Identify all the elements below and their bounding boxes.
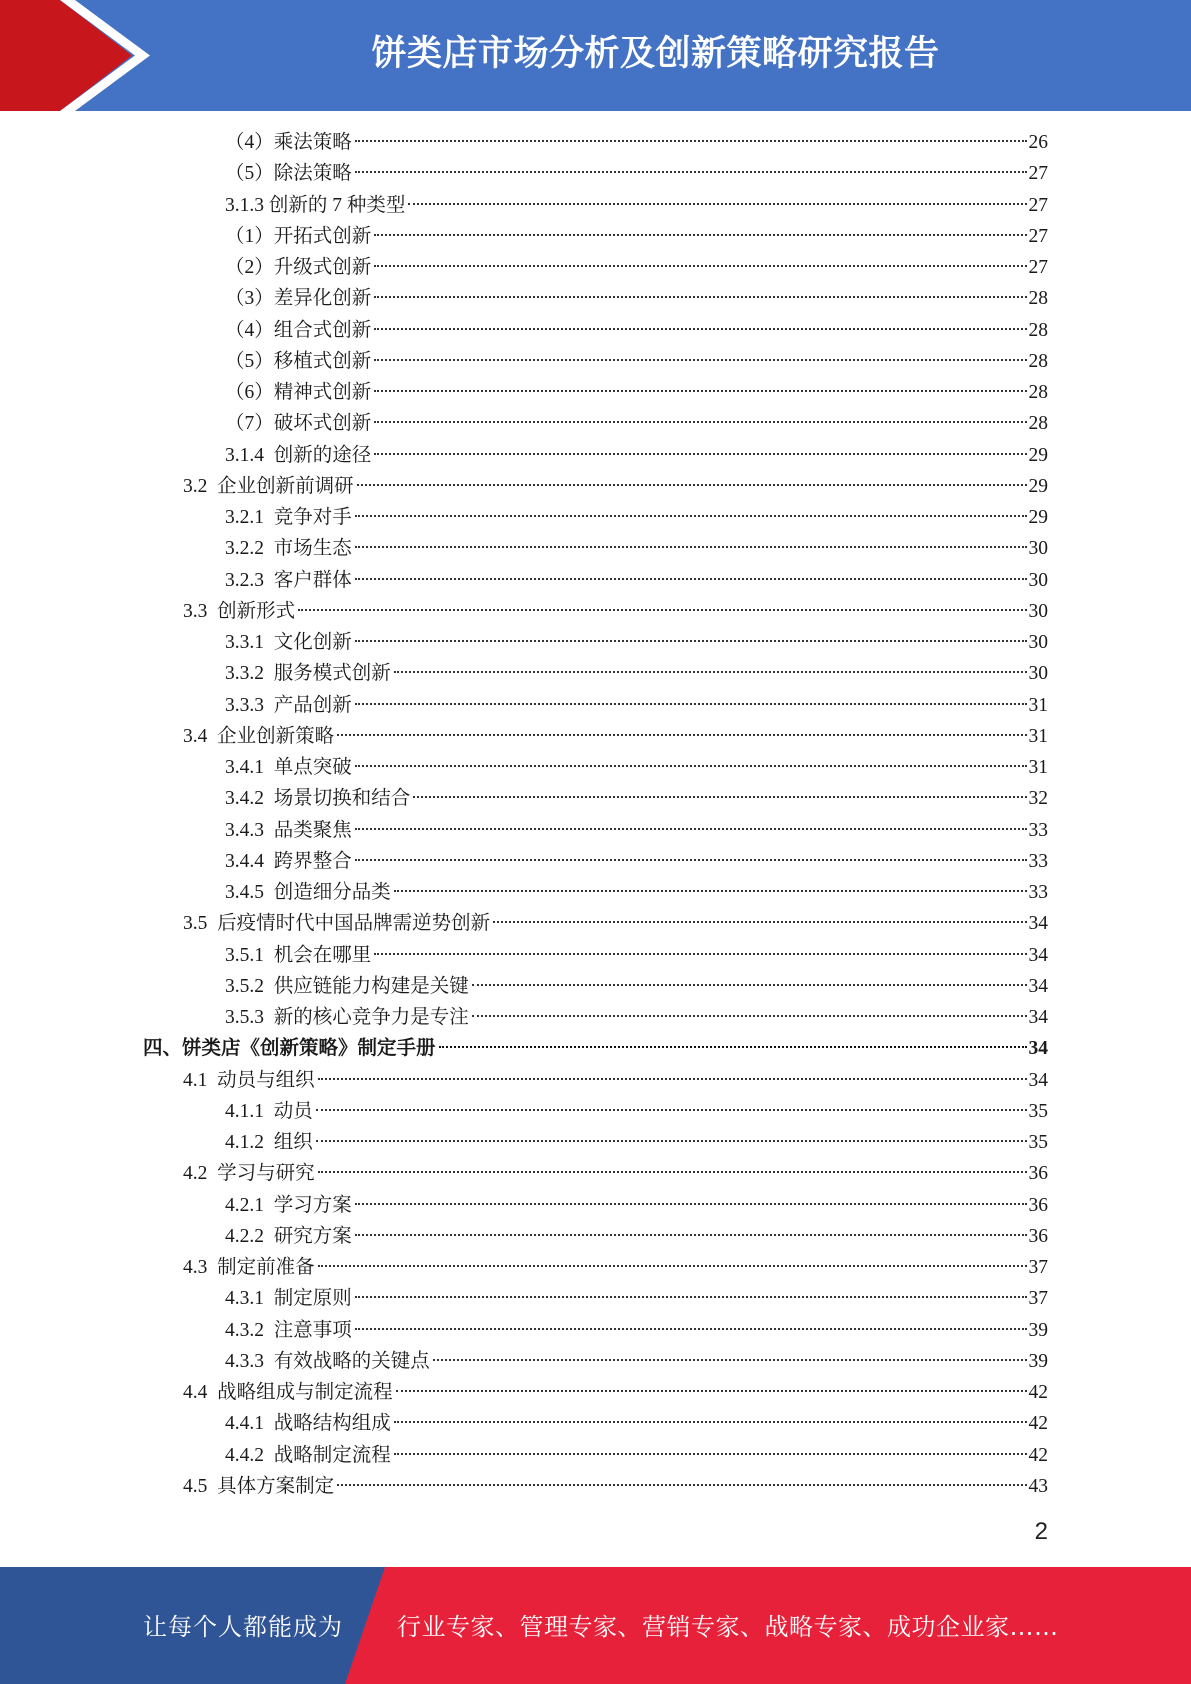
toc-entry-label: 3.1.4 创新的途径 <box>225 444 372 466</box>
toc-dot-leader <box>355 578 1027 580</box>
toc-entry[interactable] <box>225 408 1048 439</box>
toc-dot-leader <box>316 1140 1027 1142</box>
toc-dot-leader <box>396 1390 1027 1392</box>
toc-entry-label: 4.2.1 学习方案 <box>225 1194 352 1216</box>
toc-entry-page: 27 <box>1028 163 1048 185</box>
toc-dot-leader <box>318 1265 1027 1267</box>
toc-entry[interactable] <box>225 440 1048 471</box>
toc-entry[interactable] <box>183 1158 1048 1189</box>
toc-entry-page: 39 <box>1028 1350 1048 1372</box>
toc-entry-label: 3.4.3 品类聚焦 <box>225 819 352 841</box>
toc-dot-leader <box>394 890 1027 892</box>
header-banner <box>0 0 1191 111</box>
toc-entry[interactable] <box>183 1065 1048 1096</box>
toc-dot-leader <box>355 1203 1027 1205</box>
toc-entry-label: 3.5.1 机会在哪里 <box>225 944 372 966</box>
toc-entry-label: （5）除法策略 <box>225 163 352 185</box>
toc-entry[interactable] <box>225 377 1048 408</box>
toc-entry-label: 4.1.2 组织 <box>225 1132 313 1153</box>
toc-entry[interactable] <box>225 1221 1048 1252</box>
toc-entry-page: 31 <box>1028 757 1048 778</box>
toc-entry-page: 36 <box>1028 1225 1048 1247</box>
toc-entry[interactable] <box>225 221 1048 252</box>
toc-entry[interactable] <box>225 502 1048 533</box>
toc-entry-label: 3.4 企业创新策略 <box>183 725 335 747</box>
toc-entry[interactable] <box>225 815 1048 846</box>
toc-dot-leader <box>374 421 1026 423</box>
toc-entry-page: 27 <box>1028 194 1048 216</box>
toc-dot-leader <box>374 390 1026 392</box>
toc-entry[interactable] <box>225 346 1048 377</box>
toc-entry-label: 4.4 战略组成与制定流程 <box>183 1382 393 1403</box>
toc-entry[interactable] <box>183 1377 1048 1408</box>
toc-entry-label: 3.5.2 供应链能力构建是关键 <box>225 975 469 997</box>
toc-entry-label: 四、饼类店《创新策略》制定手册 <box>143 1038 436 1060</box>
toc-dot-leader <box>408 203 1026 205</box>
toc-dot-leader <box>394 671 1027 673</box>
toc-entry-label: 3.4.5 创造细分品类 <box>225 882 391 903</box>
toc-entry[interactable] <box>225 627 1048 658</box>
toc-entry-page: 36 <box>1028 1194 1048 1216</box>
toc-entry-page: 27 <box>1028 225 1048 247</box>
toc-entry-label: 3.2 企业创新前调研 <box>183 475 354 497</box>
toc-entry-page: 34 <box>1028 1038 1048 1060</box>
toc-dot-leader <box>355 828 1027 830</box>
toc-entry-page: 33 <box>1028 882 1048 903</box>
toc-entry[interactable] <box>143 1033 1048 1064</box>
toc-entry-label: （2）升级式创新 <box>225 257 372 278</box>
toc-dot-leader <box>394 1421 1027 1423</box>
toc-entry-page: 42 <box>1028 1413 1048 1435</box>
toc-entry[interactable] <box>225 190 1048 221</box>
toc-entry-page: 30 <box>1028 569 1048 591</box>
toc-entry-page: 26 <box>1028 132 1048 153</box>
toc-dot-leader <box>374 359 1026 361</box>
toc-entry-page: 42 <box>1028 1444 1048 1466</box>
toc-dot-leader <box>355 171 1027 173</box>
toc-entry-page: 30 <box>1028 600 1048 622</box>
page-number: 2 <box>1034 1518 1048 1545</box>
toc-dot-leader <box>439 1046 1027 1048</box>
toc-dot-leader <box>355 1328 1027 1330</box>
toc-entry[interactable] <box>225 565 1048 596</box>
footer-roles: 行业专家、管理专家、营销专家、战略专家、成功企业家…… <box>397 1613 1059 1641</box>
toc-entry[interactable] <box>225 1190 1048 1221</box>
toc-dot-leader <box>374 234 1026 236</box>
toc-entry-page: 34 <box>1028 1069 1048 1091</box>
toc-entry-page: 34 <box>1028 944 1048 966</box>
toc-entry-page: 28 <box>1028 382 1048 403</box>
toc-entry-page: 39 <box>1028 1319 1048 1341</box>
toc-dot-leader <box>374 328 1026 330</box>
toc-entry[interactable] <box>225 846 1048 877</box>
toc-entry-label: 4.3.1 制定原则 <box>225 1288 352 1310</box>
toc-entry-label: 3.5.3 新的核心竞争力是专注 <box>225 1007 469 1028</box>
toc-entry-label: （1）开拓式创新 <box>225 225 372 247</box>
toc-dot-leader <box>374 296 1026 298</box>
toc-dot-leader <box>355 546 1027 548</box>
toc-entry-label: 4.2 学习与研究 <box>183 1163 315 1185</box>
toc-entry[interactable] <box>225 252 1048 283</box>
toc-dot-leader <box>298 609 1026 611</box>
toc-entry[interactable] <box>225 1096 1048 1127</box>
toc-entry-page: 29 <box>1028 507 1048 528</box>
toc-entry[interactable] <box>225 127 1048 158</box>
toc-dot-leader <box>355 1234 1027 1236</box>
toc-dot-leader <box>318 1078 1027 1080</box>
toc-entry-page: 33 <box>1028 850 1048 872</box>
toc-entry-page: 28 <box>1028 413 1048 435</box>
toc-entry[interactable] <box>225 283 1048 314</box>
toc-entry[interactable] <box>225 533 1048 564</box>
toc-entry-page: 35 <box>1028 1100 1048 1122</box>
toc-entry-page: 32 <box>1028 788 1048 810</box>
toc-entry-page: 29 <box>1028 444 1048 466</box>
toc-entry-label: （6）精神式创新 <box>225 382 372 403</box>
toc-entry[interactable] <box>183 596 1048 627</box>
toc-entry[interactable] <box>225 1346 1048 1377</box>
toc-entry[interactable] <box>225 877 1048 908</box>
toc-entry-label: 3.3.2 服务模式创新 <box>225 663 391 685</box>
toc-entry-label: （5）移植式创新 <box>225 350 372 372</box>
toc-entry-page: 30 <box>1028 663 1048 685</box>
toc-entry[interactable] <box>183 471 1048 502</box>
toc-entry-label: 4.3 制定前准备 <box>183 1257 315 1278</box>
toc-dot-leader <box>337 734 1026 736</box>
toc-entry-label: 4.3.2 注意事项 <box>225 1319 352 1341</box>
toc-entry[interactable] <box>225 1408 1048 1439</box>
toc-entry-label: 3.3.1 文化创新 <box>225 632 352 653</box>
toc-entry[interactable] <box>225 1315 1048 1346</box>
toc-entry-page: 37 <box>1028 1288 1048 1310</box>
toc-entry[interactable] <box>225 1002 1048 1033</box>
toc-dot-leader <box>355 1296 1027 1298</box>
toc-entry-page: 31 <box>1028 694 1048 716</box>
toc-entry-page: 30 <box>1028 538 1048 560</box>
toc-entry-label: 3.4.1 单点突破 <box>225 757 352 778</box>
toc-dot-leader <box>472 1015 1027 1017</box>
toc-entry-page: 30 <box>1028 632 1048 653</box>
toc-entry-label: （4）组合式创新 <box>225 319 372 341</box>
toc-dot-leader <box>374 953 1026 955</box>
toc-entry-label: 3.4.2 场景切换和结合 <box>225 788 411 810</box>
toc-entry-label: 3.3.3 产品创新 <box>225 694 352 716</box>
toc-dot-leader <box>357 484 1027 486</box>
toc-entry[interactable] <box>225 158 1048 189</box>
footer-banner <box>0 1567 1191 1684</box>
toc-entry-page: 31 <box>1028 725 1048 747</box>
toc-dot-leader <box>472 984 1027 986</box>
toc-entry-label: 4.1.1 动员 <box>225 1100 313 1122</box>
toc-entry-page: 28 <box>1028 288 1048 310</box>
toc-entry-page: 27 <box>1028 257 1048 278</box>
toc-entry[interactable] <box>225 940 1048 971</box>
toc-entry-page: 42 <box>1028 1382 1048 1403</box>
toc-entry-label: （3）差异化创新 <box>225 288 372 310</box>
toc-entry[interactable] <box>183 1471 1048 1502</box>
toc-entry-label: 4.4.1 战略结构组成 <box>225 1413 391 1435</box>
toc-entry-page: 36 <box>1028 1163 1048 1185</box>
toc-entry-page: 43 <box>1028 1475 1048 1497</box>
toc-entry-label: 3.2.2 市场生态 <box>225 538 352 560</box>
toc-entry-page: 28 <box>1028 350 1048 372</box>
toc-entry-label: （7）破坏式创新 <box>225 413 372 435</box>
toc-entry[interactable] <box>225 315 1048 346</box>
toc-entry-page: 34 <box>1028 1007 1048 1028</box>
toc-entry-label: 3.3 创新形式 <box>183 600 296 622</box>
toc-entry[interactable] <box>225 690 1048 721</box>
toc-entry-label: 3.5 后疫情时代中国品牌需逆势创新 <box>183 913 491 935</box>
toc-entry-page: 28 <box>1028 319 1048 341</box>
toc-entry-page: 37 <box>1028 1257 1048 1278</box>
toc-entry-label: 3.1.3 创新的 7 种类型 <box>225 194 406 216</box>
toc-dot-leader <box>433 1359 1027 1361</box>
toc-entry[interactable] <box>225 971 1048 1002</box>
toc-entry[interactable] <box>225 658 1048 689</box>
toc-dot-leader <box>493 921 1026 923</box>
toc-dot-leader <box>374 453 1026 455</box>
toc-entry-label: 4.5 具体方案制定 <box>183 1475 335 1497</box>
toc-entry-page: 34 <box>1028 913 1048 935</box>
toc-entry-page: 34 <box>1028 975 1048 997</box>
toc-entry-label: 3.2.1 竞争对手 <box>225 507 352 528</box>
toc-dot-leader <box>318 1171 1027 1173</box>
toc-dot-leader <box>316 1109 1027 1111</box>
toc-entry-label: 4.3.3 有效战略的关键点 <box>225 1350 430 1372</box>
toc-dot-leader <box>355 859 1027 861</box>
toc-entry[interactable] <box>225 1283 1048 1314</box>
toc-entry-label: 4.2.2 研究方案 <box>225 1225 352 1247</box>
toc-entry[interactable] <box>225 1127 1048 1158</box>
toc-entry-label: 3.2.3 客户群体 <box>225 569 352 591</box>
toc-dot-leader <box>413 796 1026 798</box>
toc-entry[interactable] <box>225 783 1048 814</box>
toc-dot-leader <box>337 1484 1026 1486</box>
toc-entry-page: 33 <box>1028 819 1048 841</box>
toc-entry[interactable] <box>225 752 1048 783</box>
toc-entry[interactable] <box>183 721 1048 752</box>
toc-entry-label: （4）乘法策略 <box>225 132 352 153</box>
toc-entry-page: 29 <box>1028 475 1048 497</box>
toc-entry-label: 4.1 动员与组织 <box>183 1069 315 1091</box>
toc-dot-leader <box>394 1453 1027 1455</box>
toc-dot-leader <box>355 515 1027 517</box>
toc-dot-leader <box>355 640 1027 642</box>
toc-entry[interactable] <box>225 1440 1048 1471</box>
header-arrow-decoration <box>0 0 150 111</box>
toc-entry-label: 4.4.2 战略制定流程 <box>225 1444 391 1466</box>
toc-entry-page: 35 <box>1028 1132 1048 1153</box>
footer-slogan: 让每个人都能成为 <box>143 1613 343 1641</box>
toc-dot-leader <box>355 765 1027 767</box>
document-title: 饼类店市场分析及创新策略研究报告 <box>371 34 940 74</box>
toc-dot-leader <box>374 265 1026 267</box>
toc-entry[interactable] <box>183 1252 1048 1283</box>
toc-entry[interactable] <box>183 908 1048 939</box>
toc-entry-label: 3.4.4 跨界整合 <box>225 850 352 872</box>
header-red-arrow <box>0 0 132 111</box>
toc-dot-leader <box>355 140 1027 142</box>
toc-dot-leader <box>355 703 1027 705</box>
